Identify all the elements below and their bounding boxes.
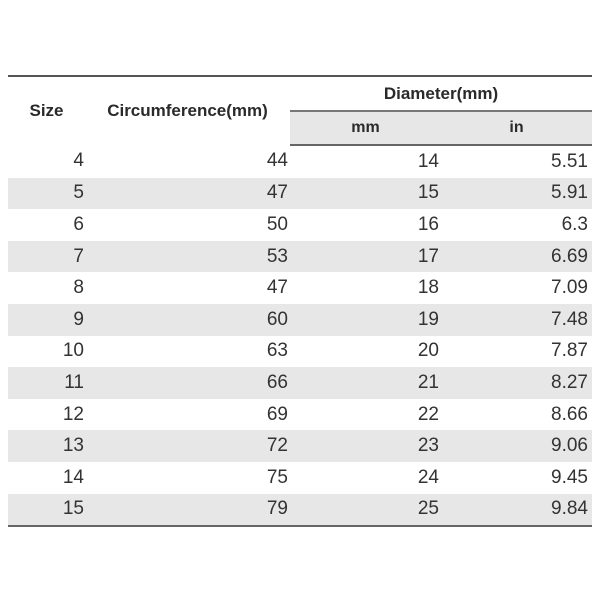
cell-diameter-in: [441, 209, 592, 241]
cell-diameter-mm-value: 22: [417, 403, 439, 425]
cell-circumference-value: 75: [266, 466, 288, 488]
cell-diameter-in: [441, 367, 592, 399]
cell-diameter-in-value: 8.27: [551, 371, 588, 393]
table-row: [8, 272, 592, 304]
cell-diameter-mm-value: 15: [417, 182, 439, 204]
table-header: [8, 76, 592, 145]
cell-diameter-in: [441, 272, 592, 304]
cell-circumference: [85, 430, 290, 462]
cell-diameter-mm: [290, 209, 441, 241]
header-diameter-in: in: [441, 111, 592, 145]
table-row: [8, 462, 592, 494]
header-diameter: Diameter(mm): [290, 76, 592, 111]
cell-circumference-value: 53: [266, 245, 288, 267]
cell-circumference-value: 63: [266, 340, 288, 362]
cell-size: [8, 494, 85, 527]
cell-diameter-mm: [290, 241, 441, 273]
cell-size-value: 10: [62, 340, 84, 362]
cell-diameter-in-value: 8.66: [551, 403, 588, 425]
table-row: [8, 178, 592, 210]
cell-size-value: 5: [73, 182, 84, 204]
cell-circumference-value: 50: [266, 213, 288, 235]
cell-diameter-in: [441, 494, 592, 527]
table-row: [8, 209, 592, 241]
cell-circumference-value: 79: [266, 498, 288, 520]
cell-diameter-mm-value: 23: [417, 435, 439, 457]
table-row: [8, 399, 592, 431]
cell-circumference-value: 72: [266, 435, 288, 457]
table-row: [8, 494, 592, 527]
cell-diameter-in: [441, 430, 592, 462]
cell-size-value: 13: [62, 435, 84, 457]
cell-circumference: [85, 304, 290, 336]
cell-diameter-mm: [290, 178, 441, 210]
cell-diameter-in: [441, 178, 592, 210]
cell-circumference-value: 60: [266, 308, 288, 330]
cell-size: [8, 241, 85, 273]
cell-diameter-in-value: 6.3: [561, 213, 588, 235]
cell-circumference-value: 47: [266, 277, 288, 299]
cell-diameter-mm: [290, 367, 441, 399]
table-row: [8, 336, 592, 368]
cell-diameter-mm-value: 21: [417, 371, 439, 393]
cell-diameter-mm: [290, 272, 441, 304]
cell-diameter-mm-value: 24: [417, 466, 439, 488]
cell-size-value: 15: [62, 498, 84, 520]
cell-diameter-mm-value: 17: [417, 245, 439, 267]
cell-size: [8, 367, 85, 399]
cell-diameter-in: [441, 145, 592, 178]
table-row: [8, 145, 592, 178]
cell-circumference: [85, 241, 290, 273]
cell-size-value: 14: [62, 466, 84, 488]
cell-circumference: [85, 336, 290, 368]
cell-size-value: 7: [73, 245, 84, 267]
cell-diameter-mm: [290, 494, 441, 527]
header-row-top: [8, 76, 592, 111]
cell-size: [8, 304, 85, 336]
cell-diameter-in-value: 6.69: [551, 245, 588, 267]
cell-size: [8, 336, 85, 368]
cell-circumference: [85, 494, 290, 527]
cell-size-value: 9: [73, 308, 84, 330]
cell-diameter-mm-value: 19: [417, 308, 439, 330]
cell-diameter-mm-value: 16: [417, 213, 439, 235]
cell-diameter-mm: [290, 336, 441, 368]
table-body: [8, 145, 592, 526]
cell-diameter-mm-value: 25: [417, 498, 439, 520]
cell-size-value: 12: [62, 403, 84, 425]
cell-diameter-in: [441, 399, 592, 431]
cell-size: [8, 272, 85, 304]
cell-size-value: 8: [73, 277, 84, 299]
cell-diameter-mm-value: 14: [417, 150, 439, 172]
cell-diameter-in: [441, 241, 592, 273]
cell-diameter-in-value: 7.09: [551, 277, 588, 299]
cell-diameter-mm: [290, 462, 441, 494]
cell-diameter-in-value: 5.91: [551, 182, 588, 204]
cell-circumference: [85, 399, 290, 431]
cell-size-value: 11: [64, 371, 84, 393]
table-row: [8, 304, 592, 336]
cell-diameter-in: [441, 336, 592, 368]
cell-diameter-mm: [290, 145, 441, 178]
cell-diameter-mm: [290, 399, 441, 431]
cell-diameter-in-value: 5.51: [551, 150, 588, 172]
table-row: [8, 430, 592, 462]
cell-diameter-in-value: 7.87: [551, 340, 588, 362]
cell-size: [8, 178, 85, 210]
cell-circumference: [85, 178, 290, 210]
size-chart: [8, 75, 592, 527]
cell-diameter-mm-value: 18: [417, 277, 439, 299]
cell-size-value: 6: [73, 213, 84, 235]
cell-diameter-in-value: 9.84: [551, 498, 588, 520]
cell-circumference-value: 69: [266, 403, 288, 425]
cell-circumference: [85, 209, 290, 241]
header-circumference: Circumference(mm): [107, 101, 268, 120]
cell-size: [8, 462, 85, 494]
cell-size: [8, 145, 85, 178]
cell-size: [8, 209, 85, 241]
size-table: [8, 75, 592, 527]
cell-size-value: 4: [73, 150, 84, 172]
cell-circumference-value: 47: [266, 182, 288, 204]
cell-size: [8, 430, 85, 462]
cell-circumference-value: 44: [266, 150, 288, 172]
cell-diameter-in-value: 9.45: [551, 466, 588, 488]
cell-circumference: [85, 145, 290, 178]
cell-circumference: [85, 272, 290, 304]
table-row: [8, 367, 592, 399]
cell-diameter-in: [441, 304, 592, 336]
header-diameter-mm: mm: [290, 111, 441, 145]
cell-diameter-in: [441, 462, 592, 494]
cell-circumference-value: 66: [266, 371, 288, 393]
cell-circumference: [85, 462, 290, 494]
cell-diameter-mm: [290, 304, 441, 336]
cell-size: [8, 399, 85, 431]
table-row: [8, 241, 592, 273]
header-size: Size: [29, 101, 64, 120]
cell-circumference: [85, 367, 290, 399]
cell-diameter-in-value: 9.06: [551, 435, 588, 457]
cell-diameter-mm-value: 20: [417, 340, 439, 362]
cell-diameter-in-value: 7.48: [551, 308, 588, 330]
cell-diameter-mm: [290, 430, 441, 462]
